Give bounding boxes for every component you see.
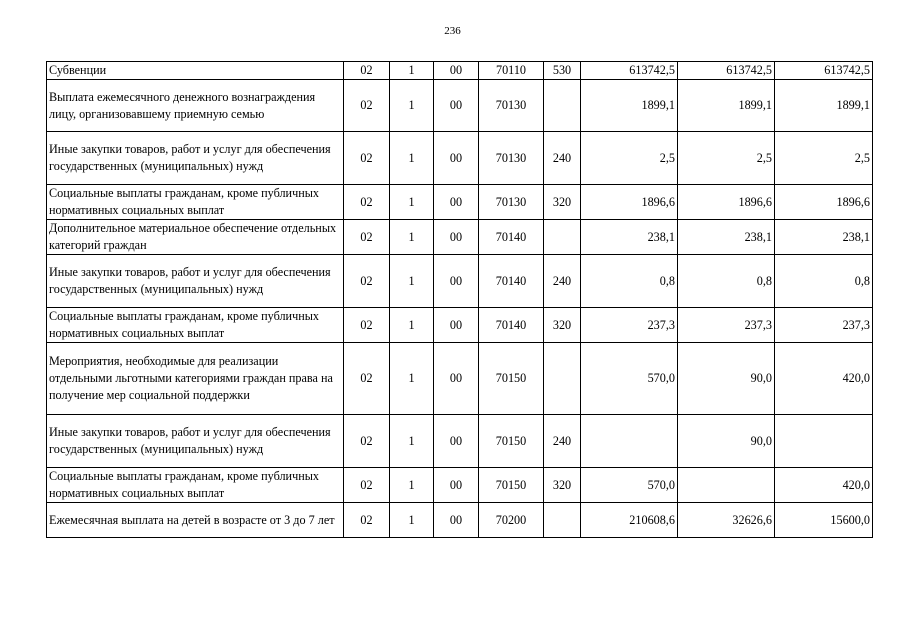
code-direction: 70110 xyxy=(479,62,544,80)
code-direction: 70140 xyxy=(479,220,544,255)
code-expense-type xyxy=(544,220,581,255)
code-program: 1 xyxy=(390,185,434,220)
code-expense-type xyxy=(544,343,581,415)
amount-3: 613742,5 xyxy=(775,62,873,80)
table-row xyxy=(47,468,873,503)
table-row xyxy=(47,255,873,308)
code-subprogram: 00 xyxy=(434,80,479,132)
amount-3: 238,1 xyxy=(775,220,873,255)
code-direction: 70130 xyxy=(479,132,544,185)
code-program: 1 xyxy=(390,343,434,415)
code-direction: 70150 xyxy=(479,343,544,415)
code-program: 1 xyxy=(390,62,434,80)
amount-2: 1896,6 xyxy=(678,185,775,220)
code-expense-type: 240 xyxy=(544,415,581,468)
table-row xyxy=(47,308,873,343)
code-program: 1 xyxy=(390,308,434,343)
row-name: Выплата ежемесячного денежного вознаграждения лицу, организовавшему приемную семью xyxy=(47,80,344,132)
page-number: 236 xyxy=(444,25,461,37)
amount-3: 2,5 xyxy=(775,132,873,185)
row-name: Иные закупки товаров, работ и услуг для обеспечения государственных (муниципальных) нужд xyxy=(47,132,344,185)
code-expense-type: 320 xyxy=(544,308,581,343)
code-program: 1 xyxy=(390,220,434,255)
table-row xyxy=(47,343,873,415)
amount-1: 613742,5 xyxy=(581,62,678,80)
row-name: Ежемесячная выплата на детей в возрасте от 3 до 7 лет xyxy=(47,503,344,538)
code-direction: 70150 xyxy=(479,415,544,468)
code-direction: 70200 xyxy=(479,503,544,538)
amount-3: 420,0 xyxy=(775,343,873,415)
row-name: Социальные выплаты гражданам, кроме публичных нормативных социальных выплат xyxy=(47,185,344,220)
table-row xyxy=(47,415,873,468)
table-row xyxy=(47,80,873,132)
code-section: 02 xyxy=(344,220,390,255)
amount-3: 0,8 xyxy=(775,255,873,308)
amount-2: 237,3 xyxy=(678,308,775,343)
amount-2: 1899,1 xyxy=(678,80,775,132)
amount-3: 420,0 xyxy=(775,468,873,503)
amount-1: 2,5 xyxy=(581,132,678,185)
code-subprogram: 00 xyxy=(434,185,479,220)
table-row xyxy=(47,503,873,538)
code-expense-type xyxy=(544,503,581,538)
amount-1: 1899,1 xyxy=(581,80,678,132)
code-section: 02 xyxy=(344,132,390,185)
code-subprogram: 00 xyxy=(434,132,479,185)
amount-2: 613742,5 xyxy=(678,62,775,80)
code-section: 02 xyxy=(344,255,390,308)
amount-1 xyxy=(581,415,678,468)
amount-1: 570,0 xyxy=(581,468,678,503)
code-section: 02 xyxy=(344,503,390,538)
code-direction: 70150 xyxy=(479,468,544,503)
code-direction: 70140 xyxy=(479,255,544,308)
row-name: Иные закупки товаров, работ и услуг для обеспечения государственных (муниципальных) нужд xyxy=(47,255,344,308)
row-name: Дополнительное материальное обеспечение отдельных категорий граждан xyxy=(47,220,344,255)
code-subprogram: 00 xyxy=(434,343,479,415)
code-expense-type xyxy=(544,80,581,132)
table-row xyxy=(47,62,873,80)
amount-2: 2,5 xyxy=(678,132,775,185)
amount-2 xyxy=(678,468,775,503)
amount-1: 210608,6 xyxy=(581,503,678,538)
amount-3: 237,3 xyxy=(775,308,873,343)
amount-3: 1896,6 xyxy=(775,185,873,220)
code-subprogram: 00 xyxy=(434,503,479,538)
code-expense-type: 240 xyxy=(544,132,581,185)
code-subprogram: 00 xyxy=(434,255,479,308)
code-section: 02 xyxy=(344,343,390,415)
code-section: 02 xyxy=(344,80,390,132)
budget-table xyxy=(46,61,873,538)
code-subprogram: 00 xyxy=(434,62,479,80)
amount-1: 238,1 xyxy=(581,220,678,255)
row-name: Субвенции xyxy=(47,62,344,80)
code-direction: 70140 xyxy=(479,308,544,343)
row-name: Мероприятия, необходимые для реализации отдельными льготными категориями граждан права на получение мер социальной поддержки xyxy=(47,343,344,415)
code-program: 1 xyxy=(390,503,434,538)
amount-2: 90,0 xyxy=(678,415,775,468)
row-name: Социальные выплаты гражданам, кроме публичных нормативных социальных выплат xyxy=(47,468,344,503)
amount-3: 15600,0 xyxy=(775,503,873,538)
code-subprogram: 00 xyxy=(434,468,479,503)
code-section: 02 xyxy=(344,185,390,220)
code-program: 1 xyxy=(390,255,434,308)
table-row xyxy=(47,220,873,255)
code-section: 02 xyxy=(344,468,390,503)
amount-2: 90,0 xyxy=(678,343,775,415)
amount-1: 0,8 xyxy=(581,255,678,308)
code-direction: 70130 xyxy=(479,185,544,220)
table-row xyxy=(47,185,873,220)
code-program: 1 xyxy=(390,468,434,503)
code-program: 1 xyxy=(390,415,434,468)
code-section: 02 xyxy=(344,62,390,80)
code-expense-type: 320 xyxy=(544,185,581,220)
amount-2: 32626,6 xyxy=(678,503,775,538)
row-name: Социальные выплаты гражданам, кроме публичных нормативных социальных выплат xyxy=(47,308,344,343)
amount-1: 237,3 xyxy=(581,308,678,343)
code-section: 02 xyxy=(344,308,390,343)
code-expense-type: 530 xyxy=(544,62,581,80)
amount-3 xyxy=(775,415,873,468)
amount-2: 238,1 xyxy=(678,220,775,255)
amount-1: 570,0 xyxy=(581,343,678,415)
code-expense-type: 240 xyxy=(544,255,581,308)
code-subprogram: 00 xyxy=(434,308,479,343)
code-expense-type: 320 xyxy=(544,468,581,503)
code-direction: 70130 xyxy=(479,80,544,132)
code-program: 1 xyxy=(390,132,434,185)
table-row xyxy=(47,132,873,185)
code-subprogram: 00 xyxy=(434,220,479,255)
code-section: 02 xyxy=(344,415,390,468)
amount-1: 1896,6 xyxy=(581,185,678,220)
amount-3: 1899,1 xyxy=(775,80,873,132)
code-program: 1 xyxy=(390,80,434,132)
amount-2: 0,8 xyxy=(678,255,775,308)
row-name: Иные закупки товаров, работ и услуг для обеспечения государственных (муниципальных) нужд xyxy=(47,415,344,468)
code-subprogram: 00 xyxy=(434,415,479,468)
